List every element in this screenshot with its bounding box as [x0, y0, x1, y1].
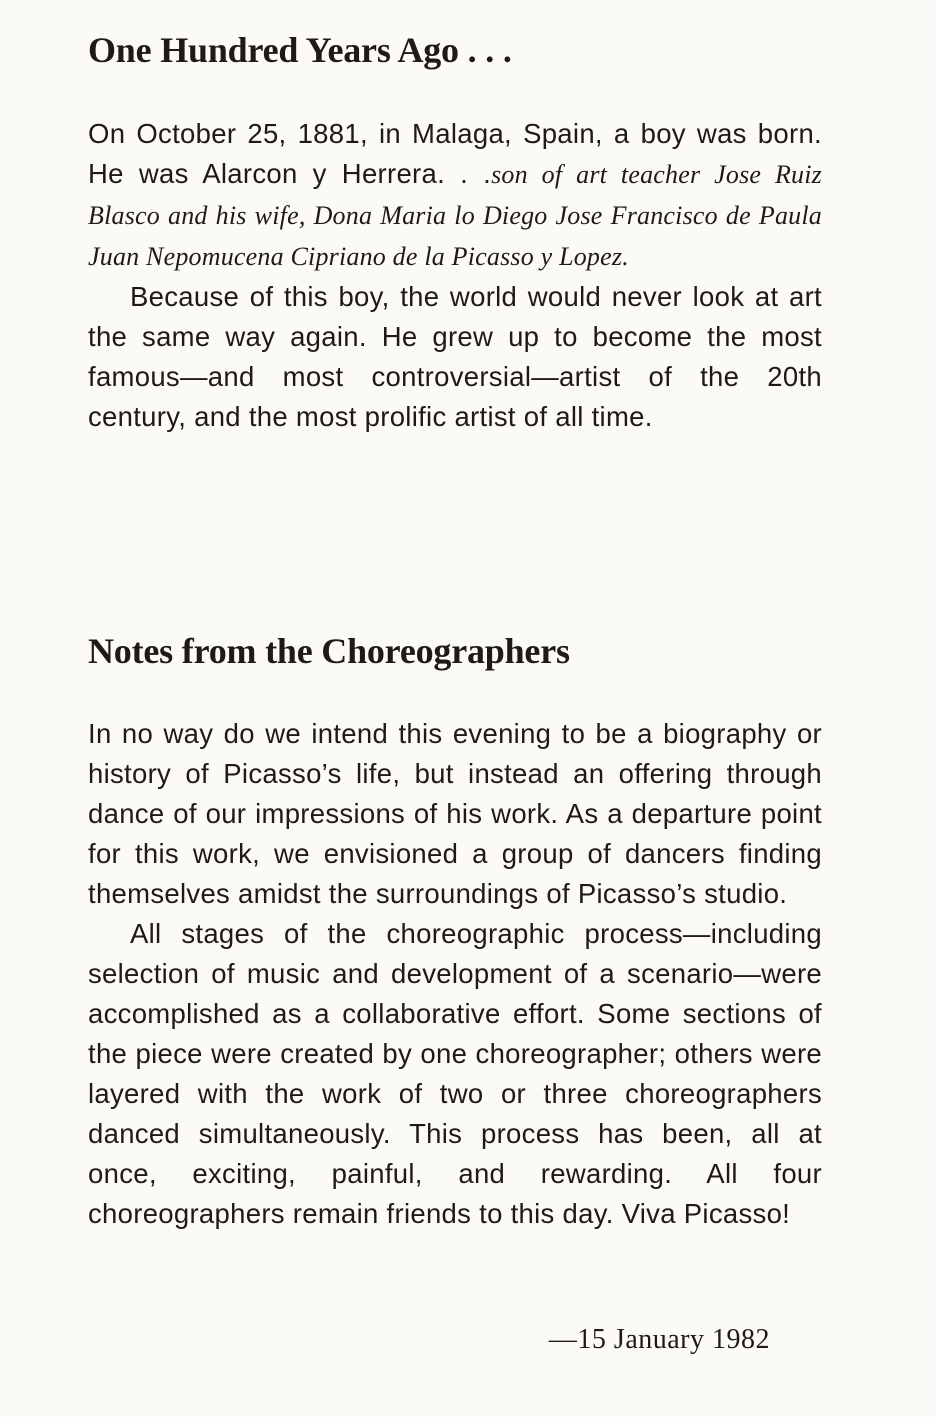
paragraph-birth: [88, 114, 822, 277]
paragraph-legacy: Because of this boy, the world would never look at art the same way again. He grew up to become the most famous—and most controversial—artist of the 20th century, and the most prolific artist of all time.: [88, 281, 822, 432]
section-title-one-hundred-years: One Hundred Years Ago . . .: [88, 30, 512, 70]
section-title-choreographers-notes: Notes from the Choreographers: [88, 631, 570, 671]
section-body-one-hundred-years: [88, 114, 822, 437]
section-body-choreographers-notes: [88, 714, 822, 1234]
paragraph-process: All stages of the choreographic process—including selection of music and development of a scenario—were accomplished as a collaborative effort. Some sections of the piece were created by one choreographer; others were layered with the work of two or three choreographers danced simultaneously. This process has been, all at once, exciting, painful, and rewarding. All four choreographers remain friends to this day. Viva Picasso!: [88, 918, 822, 1229]
paragraph-birth-text: On October 25, 1881, in Malaga, Spain, a boy was born. He was Alarcon y Herrera. . .: [88, 118, 822, 189]
paragraph-intent: In no way do we intend this evening to be a biography or history of Picasso’s life, but instead an offering through dance of our impressions of his work. As a departure point for this work, we envisioned a group of dancers finding themselves amidst the surroundings of Picasso’s studio.: [88, 718, 822, 909]
paragraph-birth-italic: son of art teacher Jose Ruiz Blasco and his wife, Dona Maria lo Diego Jose Francisco de Paula Juan Nepomucena Cipriano de la Picasso y Lopez.: [88, 160, 822, 271]
date-signature: —15 January 1982: [548, 1324, 770, 1355]
